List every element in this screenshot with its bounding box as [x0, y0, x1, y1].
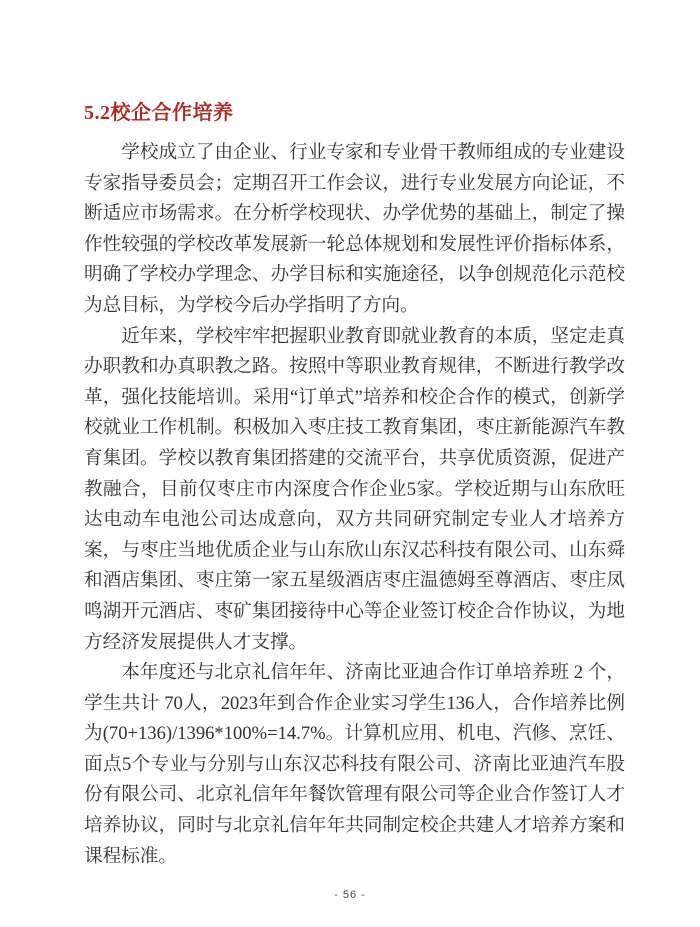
section-heading: 5.2校企合作培养	[84, 102, 234, 124]
body-paragraph-3: 本年度还与北京礼信年年、济南比亚迪合作订单培养班 2 个，学生共计 70人，2023年到合作企业实习学生136人，合作培养比例为(70+136)/1396*100%=14.7%。计算机应用、机电、汽修、烹饪、面点5个专业与分别与山东汉芯科技有限公司、济南比亚迪汽车股份有限公司、北京礼信年年餐饮管理有限公司等企业合作签订人才培养协议，同时与北京礼信年年共同制定校企共建人才培养方案和课程标准。	[84, 662, 625, 867]
body-paragraph-2: 近年来，学校牢牢把握职业教育即就业教育的本质，坚定走真办职教和办真职教之路。按照中等职业教育规律，不断进行教学改革，强化技能培训。采用“订单式”培养和校企合作的模式，创新学校就业工作机制。积极加入枣庄技工教育集团，枣庄新能源汽车教育集团。学校以教育集团搭建的交流平台，共享优质资源，促进产教融合，目前仅枣庄市内深度合作企业5家。学校近期与山东欣旺达电动车电池公司达成意向，双方共同研究制定专业人才培养方案，与枣庄当地优质企业与山东欣山东汉芯科技有限公司、山东舜和酒店集团、枣庄第一家五星级酒店枣庄温德姆至尊酒店、枣庄凤鸣湖开元酒店、枣矿集团接待中心等企业签订校企合作协议，为地方经济发展提供人才支撑。	[84, 325, 625, 653]
body-paragraph-1: 学校成立了由企业、行业专家和专业骨干教师组成的专业建设专家指导委员会；定期召开工作会议，进行专业发展方向论证，不断适应市场需求。在分析学校现状、办学优势的基础上，制定了操作性较强的学校改革发展新一轮总体规划和发展性评价指标体系，明确了学校办学理念、办学目标和实施途径，以争创规范化示范校为总目标，为学校今后办学指明了方向。	[84, 142, 625, 316]
page-number: - 56 -	[334, 889, 366, 901]
